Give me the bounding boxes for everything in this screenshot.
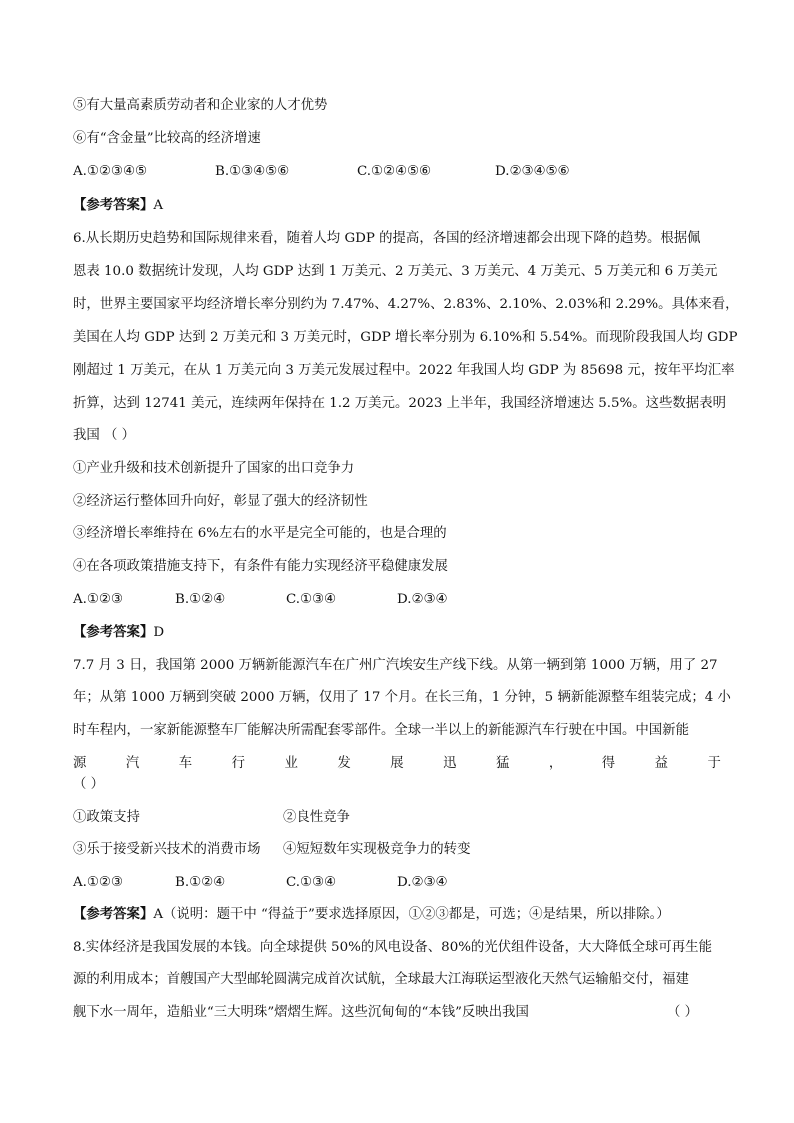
q7-item-1: ①政策支持: [73, 810, 140, 825]
q6-item-1: ①产业升级和技术创新提升了国家的出口竞争力: [73, 461, 355, 476]
answer-label: 【参考答案】: [73, 625, 154, 640]
spread-char: 于: [707, 756, 721, 771]
spread-char: 车: [178, 756, 193, 771]
q7-choice-d: D.②③④: [397, 875, 448, 890]
q7-line-2: 年；从第 1000 万辆到突破 2000 万辆，仅用了 17 个月。在长三角，1 分钟，5 辆新能源整车组装完成；4 小: [73, 690, 731, 705]
q7-blank: （ ）: [73, 777, 105, 792]
q6-line-5: 刚超过 1 万美元，在从 1 万美元向 3 万美元发展过程中。2022 年我国人均 GDP 为 85698 元，按年平均汇率: [73, 363, 735, 378]
spread-char: 业: [284, 756, 298, 771]
q7-choice-a: A.①②③: [73, 875, 123, 890]
q8-line-2: 源的利用成本；首艘国产大型邮轮圆满完成首次试航，全球最大江海联运型液化天然气运输船交付，福建: [73, 972, 689, 987]
q7-choice-b: B.①②④: [175, 875, 226, 890]
q6-item-3: ③经济增长率维持在 6%左右的水平是完全可能的，也是合理的: [73, 526, 447, 541]
q7-item-2: ②良性竞争: [283, 810, 350, 825]
q7-choice-c: C.①③④: [286, 875, 337, 890]
choice-b: B.①③④⑤⑥: [215, 164, 290, 179]
q6-line-2: 恩表 10.0 数据统计发现，人均 GDP 达到 1 万美元、2 万美元、3 万美元、4 万美元、5 万美元和 6 万美元: [73, 264, 718, 279]
q6-item-2: ②经济运行整体回升向好，彰显了强大的经济韧性: [73, 494, 368, 509]
answer-line-q6: [73, 623, 164, 643]
spread-char: 展: [390, 756, 404, 771]
q6-line-1: 6.从长期历史趋势和国际规律来看，随着人均 GDP 的提高，各国的经济增速都会出现下降的趋势。根据佩: [73, 231, 701, 246]
q6-line-4: 美国在人均 GDP 达到 2 万美元和 3 万美元时，GDP 增长率分别为 6.10%和 5.54%。而现阶段我国人均 GDP: [73, 330, 738, 345]
q6-choice-d: D.②③④: [397, 592, 448, 607]
spread-char: 汽: [125, 756, 140, 771]
answer-line-q7: [73, 905, 670, 925]
q6-line-6: 折算，达到 12741 美元，连续两年保持在 1.2 万美元。2023 上半年，我国经济增速达 5.5%。这些数据表明: [73, 396, 726, 411]
answer-value: D: [153, 625, 165, 640]
q6-choice-b: B.①②④: [175, 592, 226, 607]
q6-line-3: 时，世界主要国家平均经济增长率分别约为 7.47%、4.27%、2.83%、2.10%、2.03%和 2.29%。具体来看，: [73, 297, 739, 312]
spread-char: 发: [337, 756, 351, 771]
answer-value: A（说明：题干中 “得益于”要求选择原因，①②③都是，可选；④是结果，所以排除。）: [153, 907, 670, 922]
spread-char: 得: [601, 756, 616, 771]
spread-char: 益: [654, 756, 669, 771]
q7-line-1: 7.7 月 3 日，我国第 2000 万辆新能源汽车在广州广汽埃安生产线下线。从第一辆到第 1000 万辆，用了 27: [73, 658, 718, 673]
spread-char: ，: [548, 756, 563, 771]
answer-value: A: [153, 198, 164, 213]
answer-label: 【参考答案】: [73, 198, 154, 213]
choice-c: C.①②④⑤⑥: [357, 164, 432, 179]
q6-choice-a: A.①②③: [73, 592, 123, 607]
q6-choice-c: C.①③④: [286, 592, 337, 607]
option-item-5: ⑤有大量高素质劳动者和企业家的人才优势: [73, 98, 328, 113]
q7-line-4-spread: [73, 754, 721, 774]
q8-line-3: 舰下水一周年，造船业“三大明珠”熠熠生辉。这些沉甸甸的“本钱”反映出我国: [73, 1005, 529, 1020]
answer-label: 【参考答案】: [73, 907, 154, 922]
q7-item-3: ③乐于接受新兴技术的消费市场: [73, 842, 261, 857]
q7-item-4: ④短短数年实现极竞争力的转变: [283, 842, 471, 857]
q6-item-4: ④在各项政策措施支持下，有条件有能力实现经济平稳健康发展: [73, 559, 448, 574]
option-item-6: ⑥有“含金量”比较高的经济增速: [73, 131, 261, 146]
spread-char: 源: [73, 756, 87, 771]
choice-a: A.①②③④⑤: [73, 164, 147, 179]
q6-line-7: 我国 （ ）: [73, 428, 136, 443]
spread-char: 迅: [443, 756, 457, 771]
spread-char: 猛: [496, 756, 510, 771]
q7-line-3: 时车程内，一家新能源整车厂能解决所需配套零部件。全球一半以上的新能源汽车行驶在中国。中国新能: [73, 723, 689, 738]
spread-char: 行: [231, 756, 246, 771]
q8-line-1: 8.实体经济是我国发展的本钱。向全球提供 50%的风电设备、80%的光伏组件设备，大大降低全球可再生能: [73, 940, 712, 955]
choice-d: D.②③④⑤⑥: [495, 164, 570, 179]
q8-blank: （ ）: [667, 1005, 699, 1020]
answer-line-q5: [73, 196, 163, 216]
